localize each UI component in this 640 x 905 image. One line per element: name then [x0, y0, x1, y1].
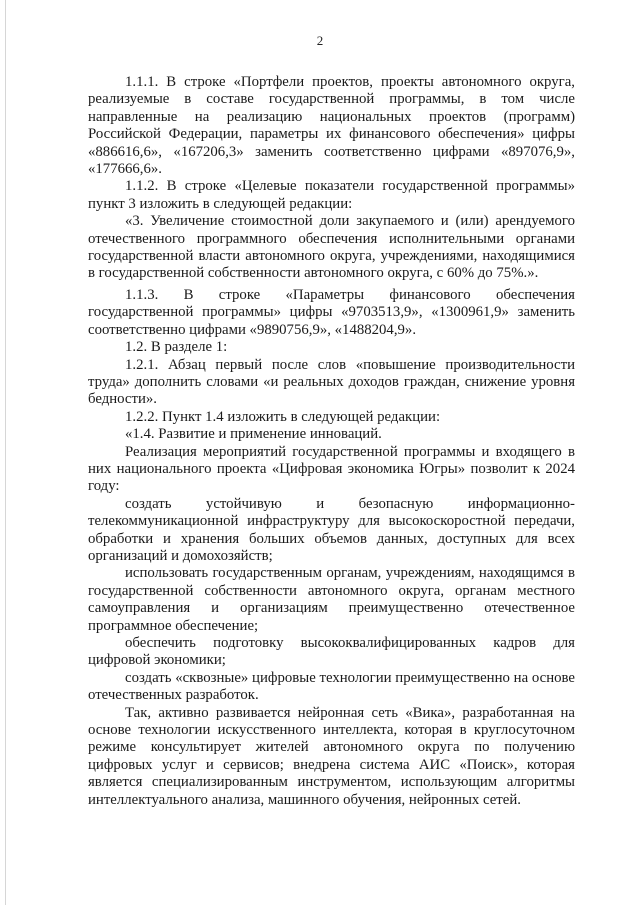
- paragraph-vika-network: Так, активно развивается нейронная сеть «Вика», разработанная на основе технологии искусственного интеллекта, которая в круглосуточном режиме консультирует жителей автономного округа по получению цифровых услуг и сервисов; внедрена система АИС «Поиск», которая является специализированным инструментом, использующим алгоритмы интеллектуального анализа, машинного обучения, нейронных сетей.: [88, 704, 575, 808]
- paragraph-1-1-3: 1.1.3. В строке «Параметры финансового обеспечения государственной программы» цифры «9703513,9», «1300961,9» заменить соответственно цифрами «9890756,9», «1488204,9».: [88, 286, 575, 338]
- paragraph-personnel: обеспечить подготовку высококвалифицированных кадров для цифровой экономики;: [88, 635, 575, 669]
- page-left-edge: [5, 0, 6, 905]
- paragraph-1-1-1: 1.1.1. В строке «Портфели проектов, проекты автономного округа, реализуемые в составе государственной программы, в том числе направленные на реализацию национальных проектов (программ) Российской Федерации, параметры их финансового обеспечения» цифры «886616,6», «167206,3» заменить соответственно цифрами «897076,9», «177666,6».: [88, 74, 575, 178]
- document-body: [88, 74, 575, 809]
- paragraph-1-2-2: 1.2.2. Пункт 1.4 изложить в следующей редакции:: [125, 408, 441, 425]
- paragraph-implementation: Реализация мероприятий государственной программы и входящего в них национального проекта «Цифровая экономика Югры» позволит к 2024 году:: [88, 443, 575, 495]
- paragraph-technologies: создать «сквозные» цифровые технологии преимущественно на основе отечественных разработок.: [88, 669, 575, 704]
- paragraph-1-2: 1.2. В разделе 1:: [125, 339, 228, 356]
- paragraph-infrastructure: создать устойчивую и безопасную информационно-телекоммуникационной инфраструктуру для высокоскоростной передачи, обработки и хранения больших объемов данных, доступных для всех организаций и домохозяйств;: [88, 495, 575, 564]
- paragraph-1-4-heading: «1.4. Развитие и применение инноваций.: [125, 426, 382, 443]
- paragraph-quote-item-3: «3. Увеличение стоимостной доли закупаемого и (или) арендуемого отечественного программного обеспечения исполнительными органами государственной власти автономного округа, учреждениями, находящимися в государственной собственности автономного округа, с 60% до 75%.».: [88, 213, 575, 282]
- paragraph-software: использовать государственным органам, учреждениям, находящимся в государственной собственности автономного округа, органам местного самоуправления и организациям преимущественно отечественное программное обеспечение;: [88, 565, 575, 634]
- page-number: 2: [316, 33, 324, 48]
- paragraph-1-2-1: 1.2.1. Абзац первый после слов «повышение производительности труда» дополнить словами «и реальных доходов граждан, снижение уровня бедности».: [88, 356, 575, 408]
- paragraph-1-1-2: 1.1.2. В строке «Целевые показатели государственной программы» пункт 3 изложить в следующей редакции:: [88, 178, 575, 212]
